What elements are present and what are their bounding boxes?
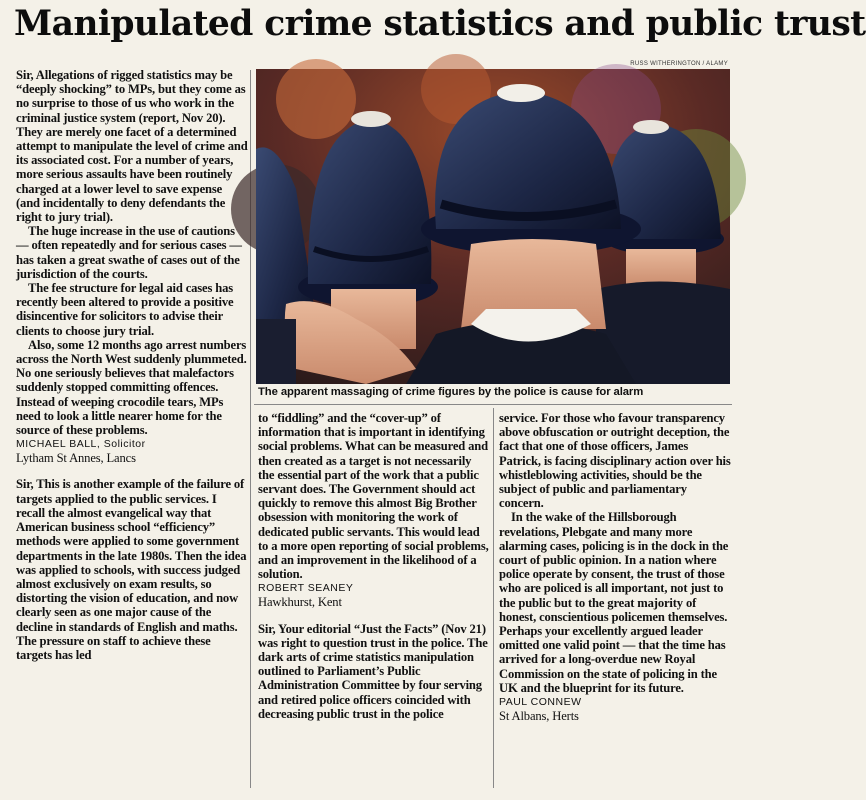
letter2-location: Hawkhurst, Kent bbox=[258, 595, 342, 610]
column-3 bbox=[499, 411, 732, 735]
column-rule bbox=[254, 404, 732, 405]
letter1-paragraph: The fee structure for legal aid cases has recently been altered to provide a positive disincentive for solicitors to advise their clients to choose jury trial. bbox=[16, 281, 234, 338]
letter2-paragraph-continued: to “fiddling” and the “cover-up” of information that is important in identifying social problems. What can be measured and then created as a target is not necessarily the essential part of the work that a public servant does. The Government should act quickly to remove this almost Big Brother obsession with monitoring the work of dedicated public servants. This would lead to a more open reporting of social problems, and an improvement in the likelihood of a solution. bbox=[258, 411, 489, 582]
headline: Manipulated crime statistics and public trust bbox=[14, 4, 866, 44]
letter1-location: Lytham St Annes, Lancs bbox=[16, 451, 136, 466]
letter2-paragraph: Sir, This is another example of the failure of targets applied to the public services. I recall the almost evangelical way that American business school “efficiency” methods were applied to some government departments in the late 1980s. Then the idea was applied to schools, with success judged almost exclusively on exam results, so distorting the vision of education, and now clearly seen as one major cause of the decline in standards of English and maths. The pressure on staff to achieve these targets has led bbox=[16, 477, 247, 662]
letter1-paragraph: Sir, Allegations of rigged statistics may be “deeply shocking” to MPs, but they come as no surprise to those of us who work in the criminal justice system (report, Nov 20). They are merely one facet of a determined attempt to manipulate the level of crime and its associated cost. For a number of years, more serious assaults have been routinely charged at a lower level to save expense (and incidentally to deny defendants the right to jury trial). bbox=[16, 68, 248, 225]
letter3-location: St Albans, Herts bbox=[499, 709, 579, 724]
letter3-signature: PAUL CONNEW bbox=[499, 696, 582, 709]
column-rule bbox=[493, 408, 494, 788]
column-2 bbox=[258, 411, 490, 721]
letter1-paragraph: Also, some 12 months ago arrest numbers across the North West suddenly plummeted. No one seriously believes that malefactors suddenly stopped committing offences. Instead of weeping crocodile tears, MPs need to look a little nearer home for the source of these problems. bbox=[16, 337, 247, 438]
photo-illustration bbox=[256, 69, 730, 384]
letter2-signature: ROBERT SEANEY bbox=[258, 582, 354, 595]
letter3-paragraph-continued: service. For those who favour transparency above obfuscation or outright deception, the fact that one of those officers, James Patrick, is facing disciplinary action over his whistleblowing activities, should be the subject of public and parliamentary concern. bbox=[499, 411, 731, 511]
photo-credit: RUSS WITHERINGTON / ALAMY bbox=[630, 61, 728, 67]
letter1-paragraph: The huge increase in the use of cautions — often repeatedly and for serious cases — has taken a great swathe of cases out of the jurisdiction of the courts. bbox=[16, 224, 242, 281]
police-helmets-photo bbox=[256, 69, 730, 384]
letter1-signature: MICHAEL BALL, Solicitor bbox=[16, 438, 146, 451]
letter3-paragraph: Sir, Your editorial “Just the Facts” (Nov 21) was right to question trust in the police. The dark arts of crime statistics manipulation outlined to Parliament’s Public Administration Committee by four serving and retired police officers coincided with decreasing public trust in the police bbox=[258, 621, 488, 721]
letter3-paragraph: In the wake of the Hillsborough revelations, Plebgate and many more alarming cases, policing is in the dock in the court of public opinion. In a nation where police operate by consent, the trust of those who are policed is all important, not just to the public but to the great majority of honest, conscientious policemen themselves. Perhaps your excellently argued leader omitted one valid point — that the time has arrived for a long-overdue new Royal Commission on the state of policing in the UK and the blueprint for its future. bbox=[499, 510, 729, 695]
photo-caption: The apparent massaging of crime figures by the police is cause for alarm bbox=[258, 386, 644, 398]
column-1 bbox=[16, 68, 248, 662]
